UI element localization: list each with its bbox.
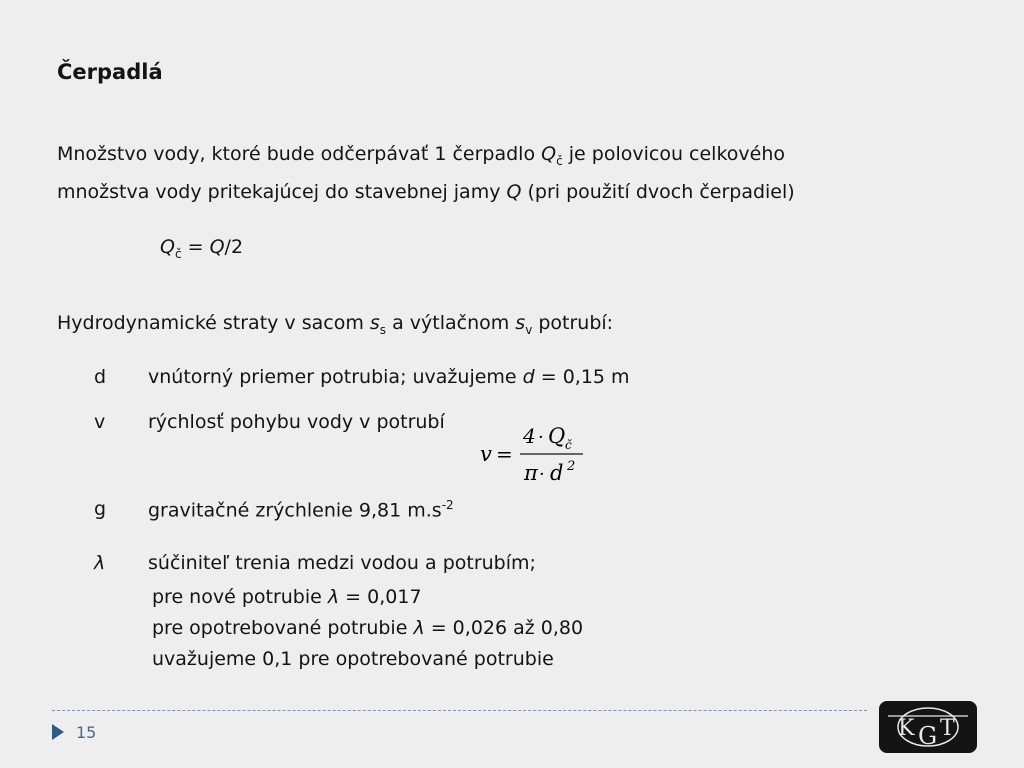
- definition-g-symbol: g: [94, 498, 107, 520]
- intro-paragraph: [57, 139, 795, 208]
- formula-den-exp: 2: [567, 459, 576, 474]
- kgt-logo: [878, 700, 978, 754]
- losses-text-b: a výtlačnom: [386, 312, 516, 334]
- losses-s1-subscript: s: [379, 322, 387, 337]
- definition-v-symbol: v: [94, 411, 106, 433]
- equation-lhs-subscript: č: [174, 246, 182, 261]
- definition-d-text-a: vnútorný priemer potrubia; uvažujeme: [148, 366, 523, 388]
- logo-letter-t: T: [940, 716, 955, 741]
- footer-divider: [52, 710, 867, 711]
- pump-flow-equation: [160, 236, 243, 261]
- intro-text-1b: je polovicou celkového: [562, 143, 785, 165]
- definition-d-symbol: d: [94, 366, 107, 388]
- equation-rhs: /2: [224, 236, 244, 258]
- intro-text-2b: (pri použití dvoch čerpadiel): [521, 180, 795, 203]
- formula-den-dot: ·: [539, 464, 545, 485]
- velocity-formula-svg: [478, 418, 608, 494]
- definition-d-text: [148, 366, 630, 388]
- losses-s1: s: [369, 312, 380, 334]
- formula-num-dot: ·: [538, 427, 544, 448]
- lambda-worn-pipe-a: pre opotrebované potrubie: [152, 617, 414, 639]
- losses-s2-subscript: v: [525, 322, 533, 337]
- definition-g-exponent: -2: [441, 498, 454, 512]
- formula-den-d: d: [550, 461, 564, 485]
- lambda-values: [152, 582, 583, 675]
- definition-d-text-b: = 0,15 m: [534, 366, 630, 388]
- formula-den-pi: π: [524, 461, 538, 485]
- lambda-assumed: uvažujeme 0,1 pre opotrebované potrubie: [152, 648, 554, 670]
- intro-q-symbol: Q: [541, 143, 557, 165]
- definition-lambda-text: súčiniteľ trenia medzi vodou a potrubím;: [148, 552, 536, 574]
- slide-title: Čerpadlá: [57, 60, 163, 84]
- kgt-logo-svg: [878, 700, 978, 754]
- formula-equals: =: [496, 442, 513, 466]
- intro-text-2a: množstva vody pritekajúcej do stavebnej jamy: [57, 180, 507, 203]
- losses-heading: [57, 312, 613, 337]
- next-slide-arrow-icon[interactable]: [51, 723, 65, 741]
- definition-d-sym: d: [522, 366, 535, 388]
- logo-letter-g: G: [918, 722, 938, 750]
- logo-letter-k: K: [898, 716, 915, 741]
- intro-q2-symbol: Q: [506, 180, 522, 203]
- formula-num-coeff: 4: [523, 424, 536, 448]
- intro-q-subscript: č: [556, 153, 563, 168]
- losses-text-c: potrubí:: [532, 312, 614, 334]
- equation-rhs-symbol: Q: [209, 236, 225, 258]
- definition-v-text: rýchlosť pohybu vody v potrubí: [148, 411, 445, 433]
- lambda-new-pipe-b: = 0,017: [339, 586, 422, 608]
- lambda-new-pipe: [152, 582, 583, 613]
- play-arrow-icon: [51, 723, 65, 741]
- definition-g-text: [148, 498, 454, 521]
- velocity-formula: [478, 418, 608, 494]
- losses-s2: s: [515, 312, 526, 334]
- lambda-new-pipe-sym: λ: [327, 586, 340, 608]
- intro-line-1: [57, 139, 795, 177]
- losses-text-a: Hydrodynamické straty v sacom: [57, 312, 370, 334]
- equation-equals: =: [181, 236, 210, 258]
- lambda-new-pipe-a: pre nové potrubie: [152, 586, 328, 608]
- intro-line-2: [57, 177, 795, 208]
- page-number: 15: [76, 723, 97, 742]
- formula-num-sub: č: [565, 438, 572, 452]
- intro-text-1a: Množstvo vody, ktoré bude odčerpávať 1 čerpadlo: [57, 143, 542, 165]
- formula-lhs: v: [480, 442, 492, 466]
- lambda-worn-pipe-b: = 0,026 až 0,80: [424, 617, 584, 639]
- definition-lambda-symbol: λ: [94, 552, 106, 574]
- lambda-worn-pipe: [152, 613, 583, 644]
- lambda-worn-pipe-sym: λ: [413, 617, 425, 639]
- definition-g-text-main: gravitačné zrýchlenie 9,81 m.s: [148, 499, 442, 522]
- formula-num-q: Q: [548, 424, 566, 448]
- equation-lhs: Q: [160, 236, 175, 258]
